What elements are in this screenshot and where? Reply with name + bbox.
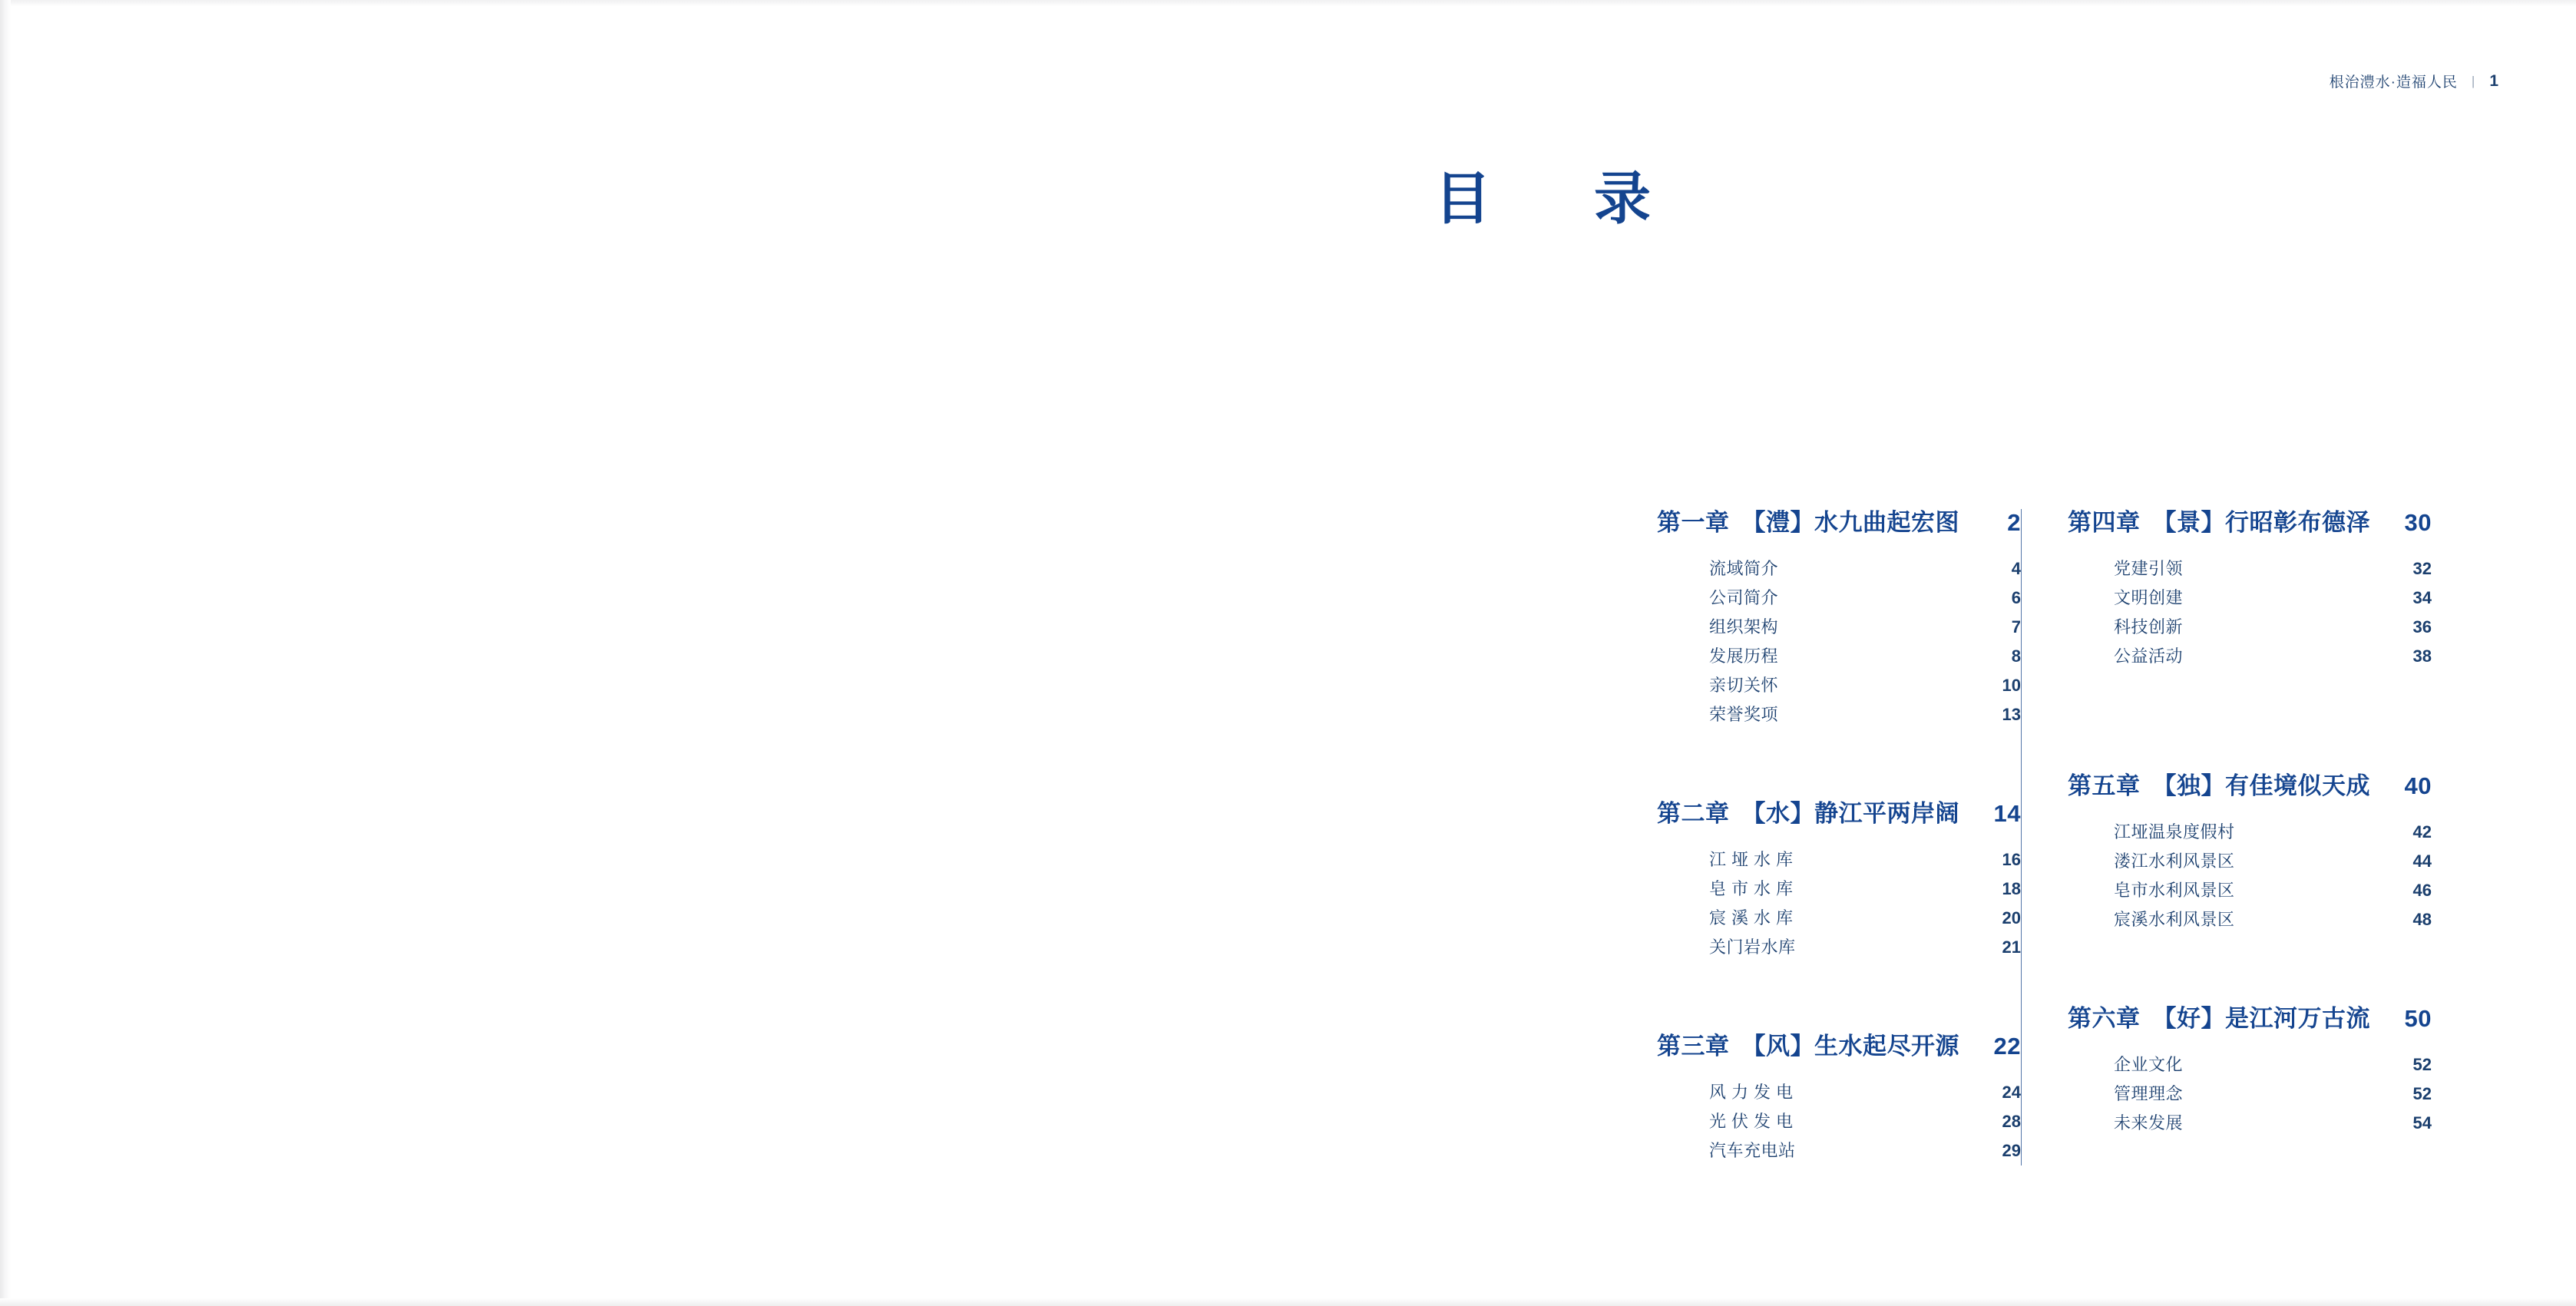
toc-entry-page: 20 bbox=[2002, 908, 2021, 927]
chapter-number: 第四章 bbox=[2068, 509, 2141, 536]
toc-entry-page: 13 bbox=[2002, 705, 2021, 724]
page-title: 目 录 bbox=[1434, 167, 1674, 230]
column-divider bbox=[2021, 509, 2022, 1165]
toc-entry-label: 江垭温泉度假村 bbox=[2114, 822, 2235, 841]
toc-entry-label: 文明创建 bbox=[2114, 588, 2184, 607]
page-top-edge bbox=[0, 0, 2576, 6]
toc-entry-page: 21 bbox=[2002, 937, 2021, 957]
toc-entry-page: 52 bbox=[2412, 1055, 2432, 1074]
toc-entry-page: 29 bbox=[2002, 1141, 2021, 1160]
chapter-number: 第六章 bbox=[2068, 1005, 2141, 1032]
toc-entry[interactable] bbox=[1709, 554, 2021, 584]
toc-entry[interactable] bbox=[2114, 554, 2432, 584]
chapter-entries bbox=[1657, 1078, 2021, 1165]
toc-entry-label: 管理理念 bbox=[2114, 1084, 2184, 1103]
chapter-entries bbox=[1657, 845, 2021, 962]
toc-entry-label: 溇江水利风景区 bbox=[2114, 851, 2235, 871]
toc-entry[interactable] bbox=[2114, 876, 2432, 905]
chapter-heading[interactable] bbox=[1657, 503, 2021, 537]
toc-entry-label: 风力发电 bbox=[1709, 1083, 1799, 1102]
toc-entry[interactable] bbox=[2114, 1109, 2432, 1138]
chapter-page-number: 14 bbox=[1993, 800, 2021, 827]
table-of-contents bbox=[1657, 503, 2509, 1165]
toc-entry-page: 44 bbox=[2412, 851, 2432, 871]
toc-entry-label: 公益活动 bbox=[2114, 646, 2184, 666]
running-header-separator: | bbox=[2471, 73, 2476, 88]
toc-entry[interactable] bbox=[1709, 613, 2021, 642]
toc-entry-page: 7 bbox=[2011, 617, 2021, 636]
chapter-heading[interactable] bbox=[2068, 503, 2432, 537]
chapter-block[interactable] bbox=[1657, 794, 2021, 962]
chapter-heading[interactable] bbox=[1657, 1027, 2021, 1061]
toc-entry-label: 荣誉奖项 bbox=[1709, 705, 1779, 724]
toc-entry[interactable] bbox=[1709, 642, 2021, 671]
running-header-page-number: 1 bbox=[2489, 71, 2499, 90]
chapter-title: 【独】有佳境似天成 bbox=[2152, 772, 2370, 799]
toc-entry-label: 党建引领 bbox=[2114, 559, 2184, 578]
chapter-page-number: 40 bbox=[2404, 772, 2432, 799]
toc-entry-label: 汽车充电站 bbox=[1709, 1141, 1796, 1160]
toc-entry-label: 亲切关怀 bbox=[1709, 676, 1779, 695]
chapter-title: 【景】行昭彰布德泽 bbox=[2152, 509, 2370, 536]
toc-entry-page: 18 bbox=[2002, 879, 2021, 898]
toc-entry-page: 52 bbox=[2412, 1084, 2432, 1103]
toc-entry-label: 未来发展 bbox=[2114, 1113, 2184, 1132]
toc-entry[interactable] bbox=[2114, 642, 2432, 671]
page-bottom-edge bbox=[0, 1298, 2576, 1306]
toc-entry-label: 企业文化 bbox=[2114, 1055, 2184, 1074]
chapter-title: 【澧】水九曲起宏图 bbox=[1741, 509, 1959, 536]
toc-entry[interactable] bbox=[2114, 1050, 2432, 1080]
toc-entry[interactable] bbox=[1709, 933, 2021, 962]
chapter-entries bbox=[2068, 554, 2432, 671]
toc-entry[interactable] bbox=[1709, 700, 2021, 729]
chapter-title: 【好】是江河万古流 bbox=[2152, 1005, 2370, 1032]
chapter-heading[interactable] bbox=[2068, 999, 2432, 1033]
toc-entry-page: 42 bbox=[2412, 822, 2432, 841]
toc-entry-label: 发展历程 bbox=[1709, 646, 1779, 666]
toc-entry[interactable] bbox=[1709, 875, 2021, 904]
toc-entry-page: 34 bbox=[2412, 588, 2432, 607]
chapter-entries bbox=[2068, 818, 2432, 934]
toc-entry-label: 宸溪水库 bbox=[1709, 908, 1799, 927]
toc-entry-label: 关门岩水库 bbox=[1709, 937, 1796, 957]
toc-entry[interactable] bbox=[2114, 847, 2432, 876]
toc-entry-page: 38 bbox=[2412, 646, 2432, 666]
chapter-number: 第一章 bbox=[1657, 509, 1730, 536]
toc-entry-label: 宸溪水利风景区 bbox=[2114, 910, 2235, 929]
chapter-block[interactable] bbox=[1657, 1027, 2021, 1165]
toc-entry[interactable] bbox=[1709, 1136, 2021, 1165]
page-left-edge bbox=[0, 0, 11, 1306]
toc-entry-page: 46 bbox=[2412, 881, 2432, 900]
toc-entry-label: 皂市水利风景区 bbox=[2114, 881, 2235, 900]
toc-entry-label: 光伏发电 bbox=[1709, 1112, 1799, 1131]
toc-entry-page: 54 bbox=[2412, 1113, 2432, 1132]
toc-entry-page: 48 bbox=[2412, 910, 2432, 929]
chapter-entries bbox=[2068, 1050, 2432, 1138]
toc-entry-label: 江垭水库 bbox=[1709, 850, 1799, 869]
chapter-heading[interactable] bbox=[1657, 794, 2021, 828]
chapter-block[interactable] bbox=[1657, 503, 2021, 729]
toc-entry-label: 公司简介 bbox=[1709, 588, 1779, 607]
toc-entry-page: 28 bbox=[2002, 1112, 2021, 1131]
toc-entry[interactable] bbox=[1709, 845, 2021, 875]
chapter-block[interactable] bbox=[2068, 766, 2432, 934]
toc-entry-page: 16 bbox=[2002, 850, 2021, 869]
chapter-page-number: 2 bbox=[2007, 509, 2021, 536]
toc-entry-page: 24 bbox=[2002, 1083, 2021, 1102]
chapter-page-number: 22 bbox=[1993, 1033, 2021, 1060]
chapter-page-number: 50 bbox=[2404, 1005, 2432, 1032]
chapter-number: 第二章 bbox=[1657, 800, 1730, 827]
toc-entry[interactable] bbox=[2114, 584, 2432, 613]
chapter-number: 第五章 bbox=[2068, 772, 2141, 799]
toc-entry-label: 皂市水库 bbox=[1709, 879, 1799, 898]
toc-entry[interactable] bbox=[1709, 1078, 2021, 1107]
toc-entry-page: 8 bbox=[2011, 646, 2021, 666]
toc-entry[interactable] bbox=[2114, 613, 2432, 642]
toc-entry-page: 10 bbox=[2002, 676, 2021, 695]
chapter-page-number: 30 bbox=[2404, 509, 2432, 536]
toc-entry-page: 4 bbox=[2011, 559, 2021, 578]
toc-entry[interactable] bbox=[2114, 818, 2432, 847]
running-header bbox=[2330, 71, 2499, 91]
toc-entry[interactable] bbox=[1709, 1107, 2021, 1136]
toc-entry-page: 6 bbox=[2011, 588, 2021, 607]
toc-entry-label: 组织架构 bbox=[1709, 617, 1779, 636]
toc-entry[interactable] bbox=[1709, 904, 2021, 933]
chapter-entries bbox=[1657, 554, 2021, 729]
toc-entry[interactable] bbox=[1709, 584, 2021, 613]
toc-entry[interactable] bbox=[1709, 671, 2021, 700]
chapter-number: 第三章 bbox=[1657, 1033, 1730, 1060]
toc-entry[interactable] bbox=[2114, 1080, 2432, 1109]
toc-column-right bbox=[2022, 503, 2432, 1165]
toc-entry-page: 36 bbox=[2412, 617, 2432, 636]
toc-entry-label: 流域简介 bbox=[1709, 559, 1779, 578]
toc-entry-page: 32 bbox=[2412, 559, 2432, 578]
running-header-title: 根治澧水·造福人民 bbox=[2329, 74, 2458, 91]
toc-entry[interactable] bbox=[2114, 905, 2432, 934]
toc-entry-label: 科技创新 bbox=[2114, 617, 2184, 636]
chapter-block[interactable] bbox=[2068, 503, 2432, 671]
chapter-title: 【风】生水起尽开源 bbox=[1741, 1033, 1959, 1060]
chapter-heading[interactable] bbox=[2068, 766, 2432, 801]
chapter-title: 【水】静江平两岸阔 bbox=[1741, 800, 1959, 827]
chapter-block[interactable] bbox=[2068, 999, 2432, 1138]
toc-column-left bbox=[1657, 503, 2021, 1165]
